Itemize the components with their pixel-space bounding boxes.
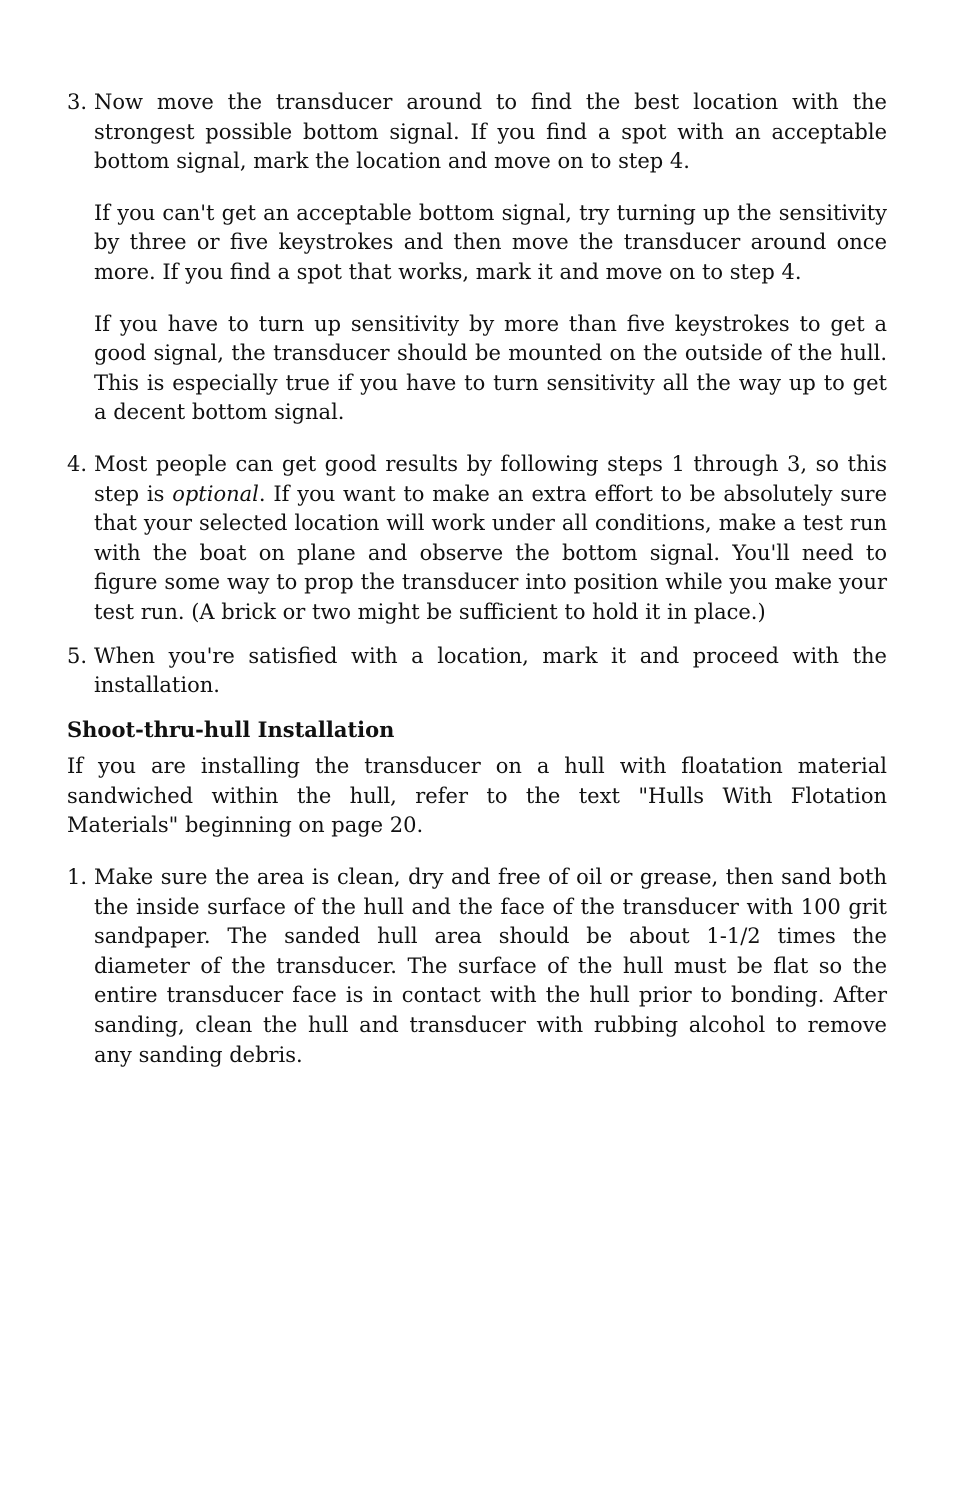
step-5-paragraph: When you're satisfied with a location, mark it and proceed with the installation.	[94, 643, 887, 698]
step-3-paragraph-1: Now move the transducer around to find the best location with the strongest possible bottom signal. If you find a spot with an acceptable bottom signal, mark the location and move on to step 4.	[94, 90, 887, 174]
document-page	[67, 88, 887, 1070]
list-number: 3.	[67, 90, 88, 114]
list-item-body	[94, 642, 887, 701]
section-heading: Shoot-thru-hull Installation	[67, 716, 395, 742]
list-item-install-step-1	[67, 863, 887, 1070]
step-4-text-before: Most people can get good results by following steps 1 through 3, so this step is	[94, 451, 887, 506]
list-item-step-5	[67, 642, 887, 701]
list-number: 1.	[67, 865, 88, 890]
install-step-1-paragraph: Make sure the area is clean, dry and free of oil or grease, then sand both the inside surface of the hull and the face of the transducer with 100 grit sandpaper. The sanded hull area should be about 1-1/2 times the diameter of the transducer. The surface of the hull must be flat so the entire transducer face is in contact with the hull prior to bonding. After sanding, clean the hull and transducer with rubbing alcohol to remove any sanding debris.	[94, 865, 887, 1067]
step-3-paragraph-3: If you have to turn up sensitivity by more than five keystrokes to get a good signal, the transducer should be mounted on the outside of the hull. This is especially true if you have to turn sensitivity all the way up to get a decent bottom signal.	[94, 311, 887, 425]
section-intro-paragraph: If you are installing the transducer on a hull with floatation material sandwiched within the hull, refer to the text "Hulls With Flotation Materials" beginning on page 20.	[67, 754, 887, 838]
list-item-step-4	[67, 450, 887, 628]
list-number: 4.	[67, 451, 88, 476]
list-item-body	[94, 88, 887, 428]
list-item-body	[94, 450, 887, 628]
list-item-body	[94, 863, 887, 1070]
step-4-emphasis: optional	[172, 481, 259, 506]
step-4-paragraph	[94, 450, 887, 628]
step-3-paragraph-2: If you can't get an acceptable bottom signal, try turning up the sensitivity by three or five keystrokes and then move the transducer around once more. If you find a spot that works, mark it and move on to step 4.	[94, 200, 887, 284]
list-number: 5.	[67, 643, 88, 668]
step-4-text-after: . If you want to make an extra effort to be absolutely sure that your selected location will work under all conditions, make a test run with the boat on plane and observe the bottom signal. You'll need to figure some way to prop the transducer into position while you make your test run. (A brick or two might be sufficient to hold it in place.)	[94, 481, 888, 624]
list-item-step-3	[67, 88, 887, 428]
